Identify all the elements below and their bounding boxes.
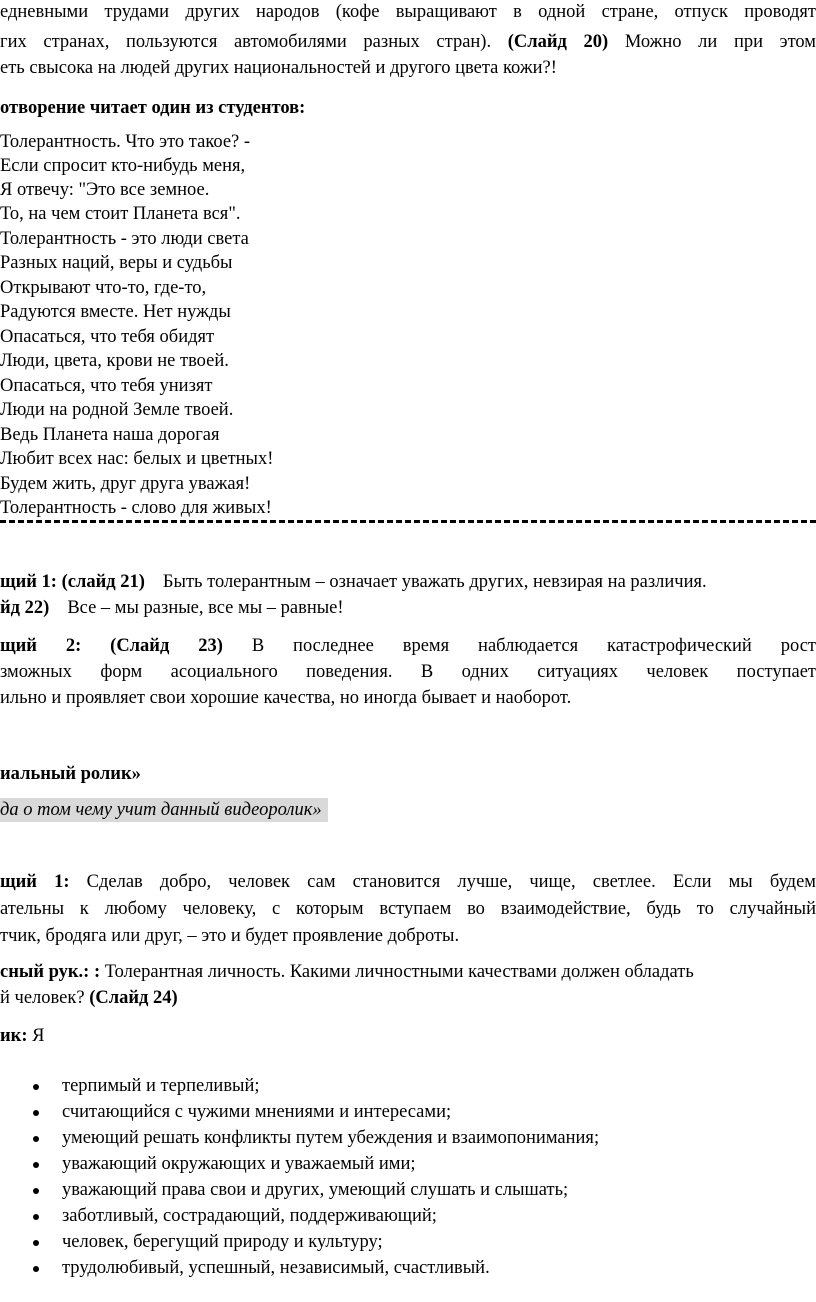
- poem-line: Я отвечу: "Это все земное.: [0, 180, 210, 200]
- lead1-line-2: йд 22) Все – мы разные, все мы – равные!: [0, 598, 344, 618]
- bullet-icon: [33, 1136, 39, 1142]
- poem-line: Будем жить, друг друга уважая!: [0, 474, 251, 494]
- bullet-icon: [33, 1188, 39, 1194]
- poem-line: Разных наций, веры и судьбы: [0, 253, 233, 273]
- bullet-icon: [33, 1110, 39, 1116]
- poem-line: Люди, цвета, крови не твоей.: [0, 351, 229, 371]
- lead1-line: щий 1: (слайд 21) Быть толерантным – означает уважать других, невзирая на различия.: [0, 572, 707, 592]
- lead2-line-3: ильно и проявляет свои хорошие качества, но иногда бывает и наоборот.: [0, 688, 572, 708]
- poem-line: Ведь Планета наша дорогая: [0, 425, 220, 445]
- lead2-line-1: щий 2: (Слайд 23) В последнее время наблюдается катастрофический рост: [0, 636, 816, 656]
- teacher-line-2: й человек? (Слайд 24): [0, 988, 178, 1008]
- teacher-line-1: сный рук.: : Толерантная личность. Какими личностными качествами должен обладать: [0, 962, 694, 982]
- lead1b-line-3: тчик, бродяга или друг, – это и будет проявление доброты.: [0, 926, 460, 946]
- student-line: ик: Я: [0, 1026, 45, 1046]
- video-subtitle: да о том чему учит данный видеоролик»: [0, 798, 328, 822]
- poem-line: Любит всех нас: белых и цветных!: [0, 449, 274, 469]
- poem-line: Люди на родной Земле твоей.: [0, 400, 234, 420]
- video-title: иальный ролик»: [0, 764, 141, 784]
- poem-line: Толерантность. Что это такое? -: [0, 132, 251, 152]
- poem-header: отворение читает один из студентов:: [0, 98, 306, 118]
- intro-line-2: гих странах, пользуются автомобилями разных стран). (Слайд 20) Можно ли при этом: [0, 32, 816, 52]
- bullet-icon: [33, 1162, 39, 1168]
- lead1b-line-2: ательны к любому человеку, с которым вступаем во взаимодействие, будь то случайный: [0, 899, 816, 919]
- bullet-icon: [33, 1240, 39, 1246]
- bullet-icon: [33, 1084, 39, 1090]
- dashed-separator: [0, 520, 816, 523]
- document-page: едневными трудами других народов (кофе выращивают в одной стране, отпуск проводят гих странах, пользуются автомобилями разных стран). (Слайд 20) Можно ли при этом еть свысока на людей других национальностей и другого цвета кожи?! отворение читает один из студентов: Толерантность. Что это такое? - Если спросит кто-нибудь меня, Я отвечу: "Это все земное. То, на чем стоит Планета вся". Толерантность - это люди света Разных наций, веры и судьбы Открывают что-то, где-то, Радуются вместе. Нет нужды Опасаться, что тебя обидят Люди, цвета, крови не твоей. Опасаться, что тебя унизят Люди на родной Земле твоей. Ведь Планета наша дорогая Любит всех нас: белых и цветных! Будем жить, друг друга уважая! Толерантность - слово для живых! щий 1: (слайд 21) Быть толерантным – означает уважать других, невзирая на различия. йд 22) Все – мы разные, все мы – равные! щий 2: (Слайд 23) В последнее время наблюдается катастрофический рост зможных форм асоциального поведения. В одних ситуациях человек поступает ильно и проявляет свои хорошие качества, но иногда бывает и наоборот. иальный ролик» да о том чему учит данный видеоролик» щий 1: Сделав добро, человек сам становится лучше, чище, светлее. Если мы будем ательны к любому человеку, с которым вступаем во взаимодействие, будь то случайный тчик, бродяга или друг, – это и будет проявление доброты. сный рук.: : Толерантная личность. Какими личностными качествами должен обладать й человек? (Слайд 24) ик: Я терпимый и терпеливый; считающийся с чужими мнениями и интересами; умеющий решать конфликты путем убеждения и взаимопонимания; уважающий окружающих и уважаемый ими; уважающий права свои и других, умеющий слушать и слышать; заботливый, сострадающий, поддерживающий; человек, берегущий природу и культуру; трудолюбивый, успешный, независимый, счастливый.: [0, 2, 816, 1278]
- bullet-icon: [33, 1266, 39, 1272]
- bullet-icon: [33, 1214, 39, 1220]
- intro-line-3: еть свысока на людей других национальностей и другого цвета кожи?!: [0, 58, 557, 78]
- poem-line: Опасаться, что тебя обидят: [0, 327, 215, 347]
- lead1b-line-1: щий 1: Сделав добро, человек сам становится лучше, чище, светлее. Если мы будем: [0, 872, 816, 892]
- poem-line: Опасаться, что тебя унизят: [0, 376, 213, 396]
- lead2-line-2: зможных форм асоциального поведения. В одних ситуациях человек поступает: [0, 662, 816, 682]
- poem-line: Открывают что-то, где-то,: [0, 278, 207, 298]
- poem-line: Если спросит кто-нибудь меня,: [0, 156, 246, 176]
- poem-line: Толерантность - слово для живых!: [0, 498, 272, 518]
- poem-line: Радуются вместе. Нет нужды: [0, 302, 231, 322]
- intro-line-1: едневными трудами других народов (кофе выращивают в одной стране, отпуск проводят: [0, 2, 816, 22]
- poem-line: То, на чем стоит Планета вся".: [0, 204, 241, 224]
- poem-line: Толерантность - это люди света: [0, 229, 249, 249]
